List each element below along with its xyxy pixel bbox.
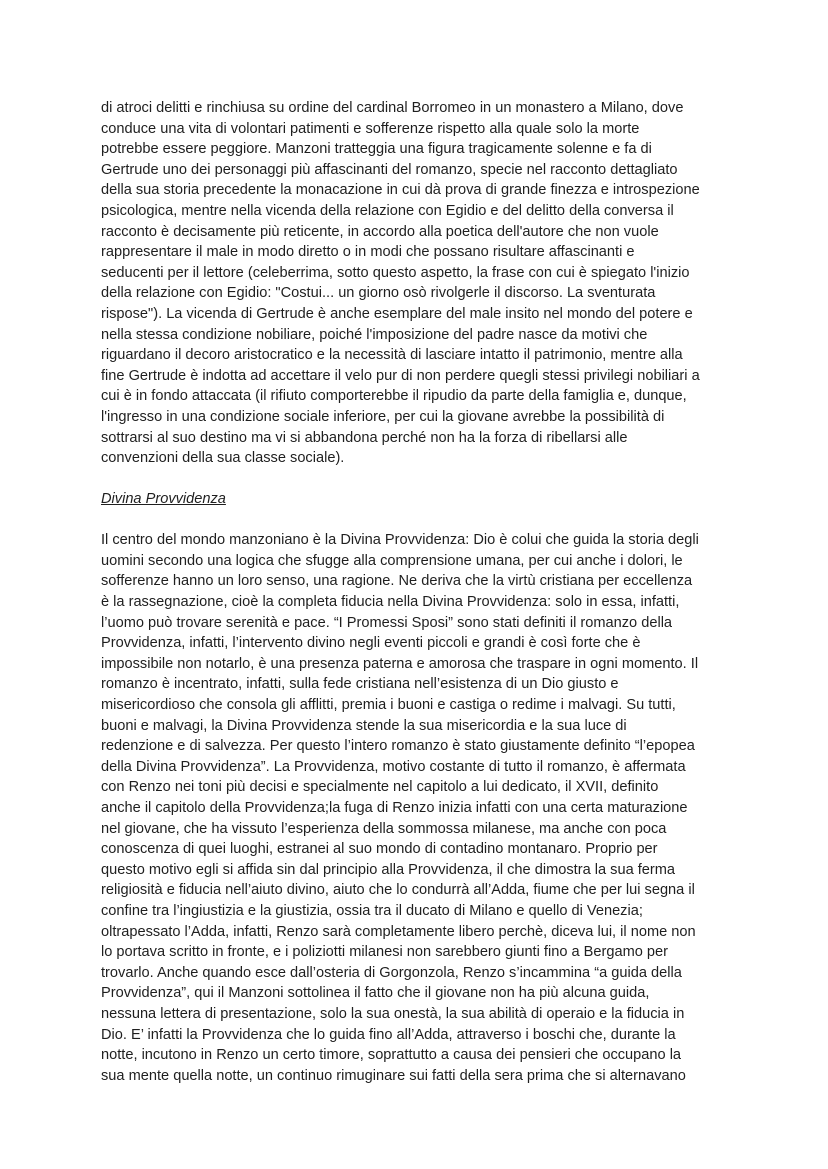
text-line: nella stessa condizione nobiliare, poiché l'imposizione del padre nasce da motivi che — [101, 326, 648, 343]
text-line: l’uomo può trovare serenità e pace. “I Promessi Sposi” sono stati definiti il romanzo della — [101, 614, 673, 631]
text-line: potrebbe essere peggiore. Manzoni tratteggia una figura tragicamente solenne e fa di — [101, 141, 652, 158]
text-line: della sua storia precedente la monacazione in cui dà prova di grande finezza e introspezione — [101, 182, 700, 199]
text-line: anche il capitolo della Provvidenza;la fuga di Renzo inizia infatti con una certa maturazione — [101, 799, 688, 816]
text-line: buoni e malvagi, la Divina Provvidenza stende la sua misericordia e la sua luce di — [101, 717, 627, 734]
text-line: religiosità e fiducia nell’aiuto divino, aiuto che lo condurrà all’Adda, fiume che per lui segna il — [101, 882, 695, 899]
text-line: trovarlo. Anche quando esce dall’osteria di Gorgonzola, Renzo s’incammina “a guida della — [101, 964, 682, 981]
paragraph-provvidenza — [101, 530, 741, 1086]
text-line: confine tra l’ingiustizia e la giustizia, ossia tra il ducato di Milano e quello di Venezia; — [101, 902, 643, 919]
text-line: con Renzo nei toni più decisi e specialmente nel capitolo a lui dedicato, il XVII, definito — [101, 779, 659, 796]
text-line: l'ingresso in una condizione sociale inferiore, per cui la giovane avrebbe la possibilità di — [101, 408, 665, 425]
text-line: Il centro del mondo manzoniano è la Divina Provvidenza: Dio è colui che guida la storia degli — [101, 532, 699, 549]
text-line: seducenti per il lettore (celeberrima, sotto questo aspetto, la frase con cui è spiegato l'inizio — [101, 264, 690, 281]
text-line: Provvidenza, infatti, l’intervento divino negli eventi piccoli e grandi è così forte che è — [101, 635, 641, 652]
text-line: conoscenza di quei luoghi, estranei al suo mondo di contadino montanaro. Proprio per — [101, 841, 658, 858]
text-line: di atroci delitti e rinchiusa su ordine del cardinal Borromeo in un monastero a Milano, dove — [101, 100, 684, 116]
text-line: romanzo è incentrato, infatti, sulla fede cristiana nell’esistenza di un Dio giusto e — [101, 676, 619, 693]
text-line: lo portava scritto in fronte, e i poliziotti milanesi non sarebbero giunti fino a Bergamo per — [101, 944, 669, 961]
text-line: impossibile non notarlo, è una presenza paterna e amorosa che traspare in ogni momento. Il — [101, 655, 699, 672]
text-line: sua mente quella notte, un continuo rimuginare sui fatti della sera prima che si alternavano — [101, 1067, 686, 1084]
text-line: è la rassegnazione, cioè la completa fiducia nella Divina Provvidenza: solo in essa, infatti, — [101, 594, 680, 611]
text-line: redenzione e di salvezza. Per questo l’intero romanzo è stato giustamente definito “l’epopea — [101, 738, 695, 755]
text-line: riguardano il decoro aristocratico e la necessità di lasciare intatto il patrimonio, mentre alla — [101, 347, 683, 364]
text-line: misericordioso che consola gli afflitti, premia i buoni e castiga o redime i malvagi. Su tutti, — [101, 697, 676, 714]
text-line: questo motivo egli si affida sin dal principio alla Provvidenza, il che dimostra la sua ferma — [101, 861, 676, 878]
text-line: rispose"). La vicenda di Gertrude è anche esemplare del male insito nel mondo del potere e — [101, 305, 693, 322]
text-line: Gertrude uno dei personaggi più affascinanti del romanzo, specie nel racconto dettagliato — [101, 161, 678, 178]
section-heading: Divina Provvidenza — [101, 491, 226, 508]
text-line: cui è in fondo attaccata (il rifiuto comporterebbe il ripudio da parte della famiglia e, dunque, — [101, 388, 687, 405]
text-line: racconto è decisamente più reticente, in accordo alla poetica dell'autore che non vuole — [101, 223, 659, 240]
text-line: nessuna lettera di presentazione, solo la sua onestà, la sua abilità di operaio e la fiducia in — [101, 1005, 685, 1022]
text-line: nel giovane, che ha vissuto l’esperienza della sommossa milanese, ma anche con poca — [101, 820, 667, 837]
text-line: uomini secondo una logica che sfugge alla comprensione umana, per cui anche i dolori, le — [101, 552, 683, 569]
text-line: rappresentare il male in modo diretto o in modi che possano risultare affascinanti e — [101, 244, 635, 261]
text-line: della Divina Provvidenza”. La Provvidenza, motivo costante di tutto il romanzo, è affermata — [101, 758, 686, 775]
page-content — [101, 98, 741, 1086]
paragraph-gertrude — [101, 98, 741, 469]
text-line: Provvidenza”, qui il Manzoni sottolinea il fatto che il giovane non ha più alcuna guida, — [101, 985, 650, 1002]
text-line: sofferenze hanno un loro senso, una ragione. Ne deriva che la virtù cristiana per eccellenza — [101, 573, 693, 590]
text-line: oltrapessato l’Adda, infatti, Renzo sarà completamente libero perchè, diceva lui, il nome non — [101, 923, 696, 940]
text-line: della relazione con Egidio: "Costui... un giorno osò rivolgerle il discorso. La sventurata — [101, 285, 656, 302]
text-line: psicologica, mentre nella vicenda della relazione con Egidio e del delitto della conversa il — [101, 202, 674, 219]
text-line: sottrarsi al suo destino ma vi si abbandona perché non ha la forza di ribellarsi alle — [101, 429, 628, 446]
text-line: conduce una vita di volontari patimenti e sofferenze rispetto alla quale solo la morte — [101, 120, 640, 137]
text-line: notte, incutono in Renzo un certo timore, soprattutto a causa dei pensieri che occupano la — [101, 1047, 682, 1064]
text-line: Dio. E’ infatti la Provvidenza che lo guida fino all’Adda, attraverso i boschi che, durante la — [101, 1026, 676, 1043]
text-line: convenzioni della sua classe sociale). — [101, 450, 345, 467]
text-line: fine Gertrude è indotta ad accettare il velo pur di non perdere quegli stessi privilegi nobiliari a — [101, 367, 700, 384]
